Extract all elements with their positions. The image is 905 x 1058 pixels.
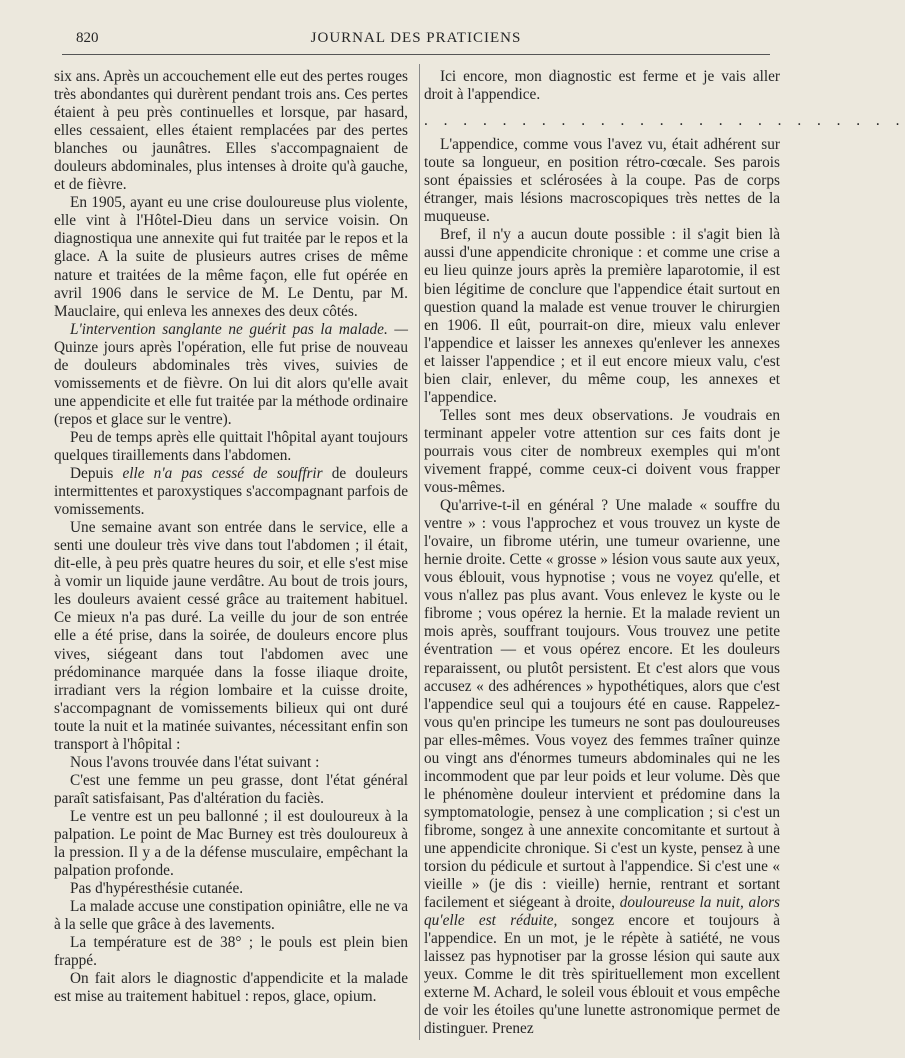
paragraph-text: Qu'arrive-t-il en général ? Une malade « souffre du ventre » : vous l'approchez et vous trouvez un kyste de l'ovaire, un fibrome utérin, une tumeur ovarienne, une hernie droite. Cette « grosse » lésion vous saute aux yeux, vous éblouit, vous hypnotise ; vous ne voyez qu'elle, et vous n'allez pas plus avant. Vous enlevez le kyste ou le fibrome ; vous opérez la hernie. Et la malade revient un mois après, souffrant toujours. Vous trouvez une petite éventration — et vous opérez encore. Et les douleurs reparaissent, ou plutôt persistent. Et c'est alors que vous accusez « des adhérences » hypothétiques, alors que c'est l'appendice seul qui a toujours été en cause. Rappelez-vous qu'en principe les tumeurs ne sont pas douloureuses par elles-mêmes. Vous voyez des femmes traîner quinze ou vingt ans d'énormes tumeurs abdominales qui ne les incommodent que par leur poids et leur volume. Dès que le phénomène douleur intervient et prédomine dans la symptomatologie, pensez à une complication ; si c'est un fibrome, songez à une annexite concomitante et surtout à une appendicite chronique. Si c'est un kyste, pensez à une torsion du pédicule et surtout à l'appendice. Si c'est une « vieille » (je dis : vieille) hernie, rentrant et sortant facilement et siégeant à droite, xyxy=(424,497,780,912)
paragraph: Bref, il n'y a aucun doute possible : il s'agit bien là aussi d'une appendicite chronique : et comme une crise a eu lieu quinze jours après la première laparotomie, il est bien légitime de conclure que l'appendice était surtout en question quand la malade est venue trouver le chirurgien en 1906. Il eût, pourrait-on dire, mieux valu enlever l'appendice et laisser les annexes qu'enlever les annexes et laisser l'appendice ; et il eut encore mieux valu, c'est bien clair, enlever, du même coup, les annexes et l'appendice. xyxy=(424,226,780,406)
paragraph xyxy=(54,321,408,429)
paragraph: L'appendice, comme vous l'avez vu, était adhérent sur toute sa longueur, en position rétro-cœcale. Ses parois sont épaissies et sclérosées à la coupe. Pas de corps étranger, mais lésions macroscopiques très nettes de la muqueuse. xyxy=(424,136,780,226)
paragraph: Nous l'avons trouvée dans l'état suivant : xyxy=(70,753,320,771)
italic-phrase: douloureuse la nuit, alors qu'elle est réduite, xyxy=(424,894,780,930)
right-column xyxy=(424,68,905,1038)
paragraph xyxy=(54,465,408,519)
paragraph: Pas d'hypéresthésie cutanée. xyxy=(70,880,244,898)
paragraph-text: songez encore et toujours à l'appendice. En un mot, je le répète à satiété, ne vous laissez pas hypnotiser par la grosse lésion qui saute aux yeux. Comme le dit très spirituellement mon excellent externe M. Achard, le soleil vous éblouit et vous empêche de voir les étoiles qu'une lunette astronomique permet de distinguer. Prenez xyxy=(424,912,781,1038)
paragraph: La malade accuse une constipation opiniâtre, elle ne va à la selle que grâce à des lavements. xyxy=(54,898,408,934)
paragraph: Une semaine avant son entrée dans le service, elle a senti une douleur très vive dans tout l'abdomen ; il était, dit-elle, à peu près quatre heures du soir, et elle s'est mise à vomir un liquide jaune verdâtre. Au bout de trois jours, les douleurs avaient cessé grâce au traitement habituel. Ce mieux n'a pas duré. La veille du jour de son entrée elle a été prise, dans la soirée, de douleurs encore plus vives, siégeant dans tout l'abdomen avec une prédominance marquée dans la fosse iliaque droite, irradiant vers la région lombaire et la cuisse droite, s'accompagnant de vomissements bilieux qui ont duré toute la nuit et la matinée suivantes, nécessitant enfin son transport à l'hôpital : xyxy=(54,519,408,753)
paragraph-text: Quinze jours après l'opération, elle fut prise de nouveau de douleurs abdominales très vives, suivies de vomissements et de fièvre. On lui dit alors qu'elle avait une appendicite et elle fut traitée par la méthode ordinaire (repos et glace sur le ventre). xyxy=(54,338,408,428)
paragraph: On fait alors le diagnostic d'appendicite et la malade est mise au traitement habituel : repos, glace, opium. xyxy=(54,970,408,1006)
page-header xyxy=(62,28,770,55)
paragraph: C'est une femme un peu grasse, dont l'état général paraît satisfaisant, Pas d'altération du faciès. xyxy=(54,771,408,807)
paragraph xyxy=(424,497,780,1038)
paragraph: La température est de 38° ; le pouls est plein bien frappé. xyxy=(54,934,408,970)
paragraph: Peu de temps après elle quittait l'hôpital ayant toujours quelques tiraillements dans l'abdomen. xyxy=(54,428,408,464)
page-number: 820 xyxy=(76,30,99,46)
italic-heading: L'intervention sanglante ne guérit pas la malade. — xyxy=(70,320,408,338)
ellipsis-separator: . . . . . . . . . . . . . . . . . . . . . . . . . xyxy=(424,112,905,130)
journal-title: JOURNAL DES PRATICIENS xyxy=(310,30,522,46)
paragraph: Telles sont mes deux observations. Je voudrais en terminant appeler votre attention sur ces faits dont je pourrais vous citer de nombreux exemples qui m'ont vivement frappé, comme ceux-ci doivent vous frapper vous-mêmes. xyxy=(424,406,780,497)
column-divider xyxy=(419,64,420,1040)
paragraph: Le ventre est un peu ballonné ; il est douloureux à la palpation. Le point de Mac Burney est très douloureux à la pression. Il y a de la défense musculaire, empêchant la palpation profonde. xyxy=(54,807,408,880)
left-column xyxy=(54,68,408,1006)
italic-phrase: elle n'a pas cessé de souffrir xyxy=(122,465,323,483)
paragraph: six ans. Après un accouchement elle eut des pertes rouges très abondantes qui durèrent pendant trois ans. Ces pertes étaient à peu près continuelles et lorsque, par hasard, elles cessaient, elles étaient remplacées par des pertes blanches ou jaunâtres. Elles s'accompagnaient de douleurs abdominales, plus intenses à droite qu'à gauche, et de fièvre. xyxy=(54,68,408,194)
paragraph: Ici encore, mon diagnostic est ferme et je vais aller droit à l'appendice. xyxy=(424,68,780,104)
paragraph-text: Depuis xyxy=(70,465,123,483)
paragraph: En 1905, ayant eu une crise douloureuse plus violente, elle vint à l'Hôtel-Dieu dans un service voisin. On diagnostiqua une annexite qui fut traitée par le repos et la glace. A la suite de plusieurs autres crises de même nature et traitées de la même façon, elle fut opérée en avril 1906 dans le service de M. Le Dentu, par M. Mauclaire, qui enleva les annexes des deux côtés. xyxy=(54,194,408,320)
paragraph-text: de douleurs intermittentes et paroxystiques s'accompagnant parfois de vomissements. xyxy=(54,465,408,519)
